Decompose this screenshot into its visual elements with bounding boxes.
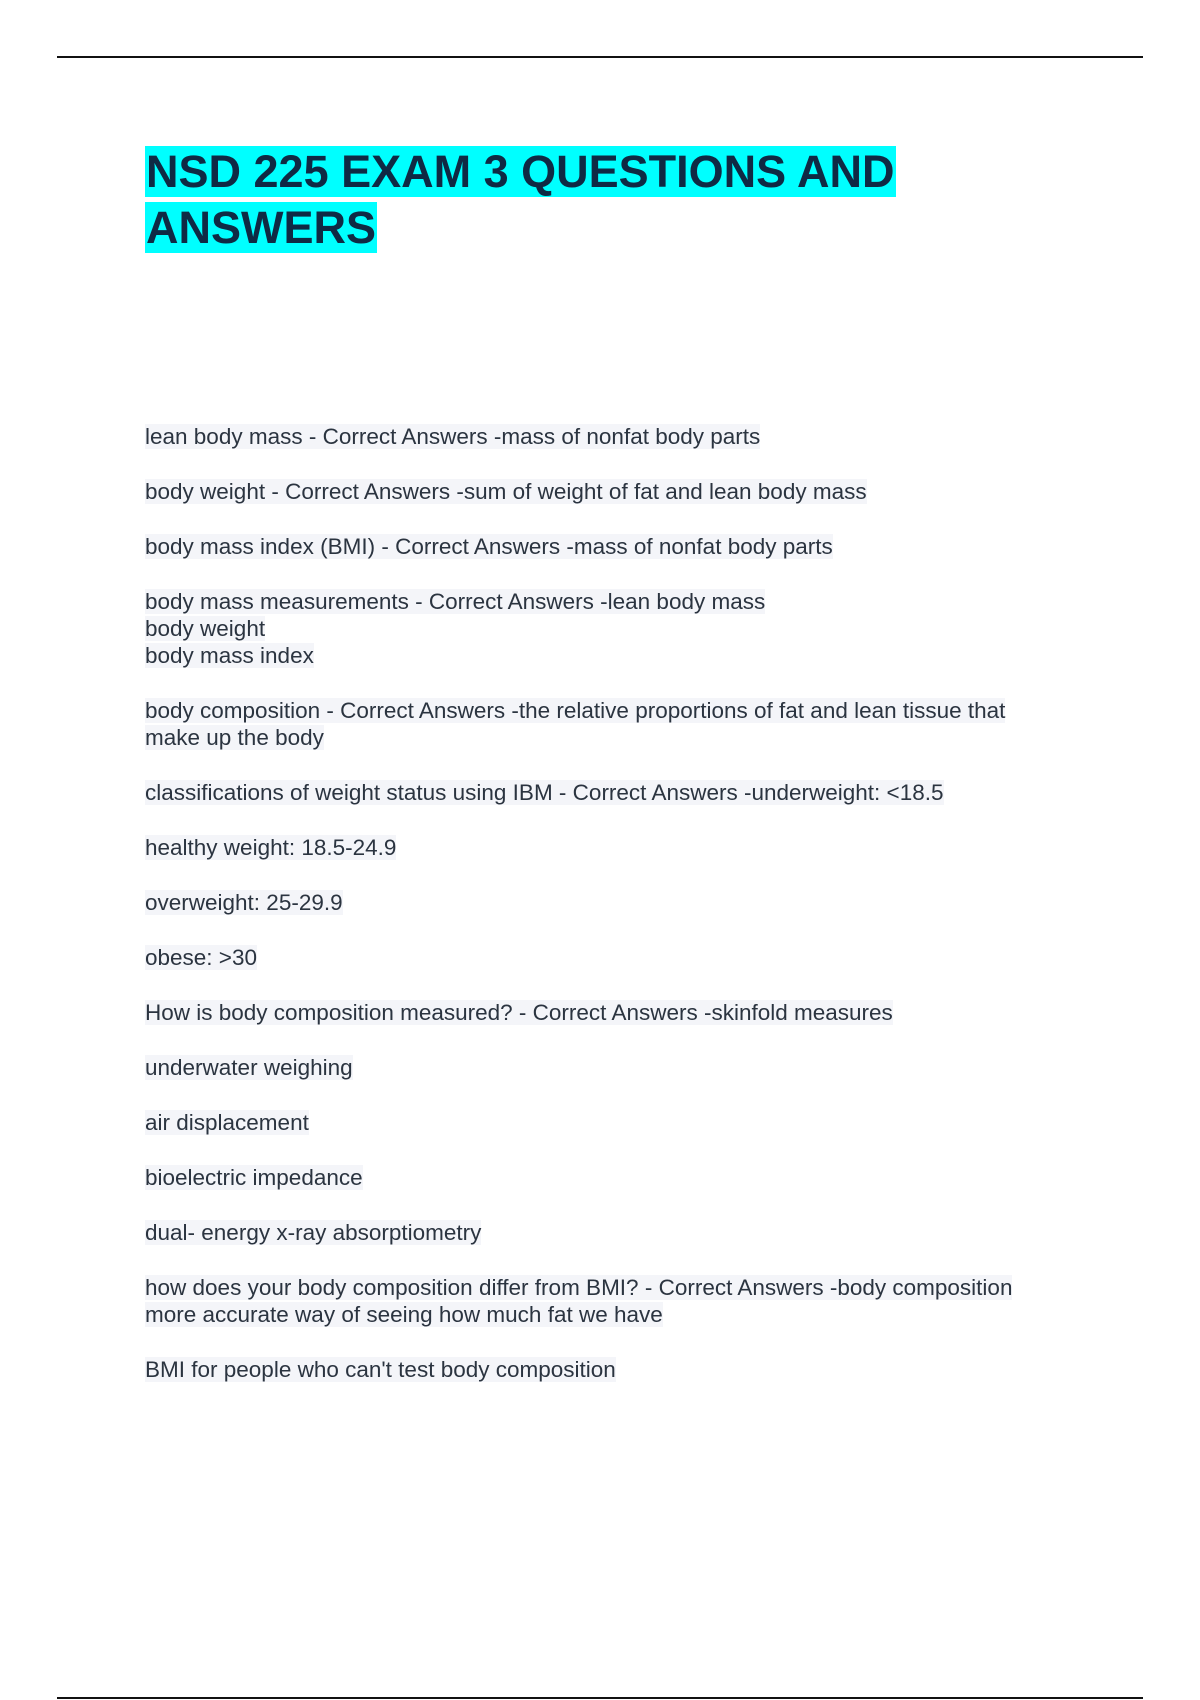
text-line: dual- energy x-ray absorptiometry	[145, 1220, 482, 1245]
top-rule	[57, 56, 1143, 58]
text-line: how does your body composition differ from BMI? - Correct Answers -body composition	[145, 1275, 1013, 1300]
text-line: make up the body	[145, 725, 324, 750]
qa-item	[145, 588, 1090, 669]
text-line: overweight: 25-29.9	[145, 890, 343, 915]
bottom-rule	[57, 1697, 1143, 1699]
text-line: body weight - Correct Answers -sum of weight of fat and lean body mass	[145, 479, 867, 504]
text-line: classifications of weight status using IBM - Correct Answers -underweight: <18.5	[145, 780, 944, 805]
qa-item	[145, 1164, 1090, 1191]
text-line: lean body mass - Correct Answers -mass of nonfat body parts	[145, 424, 761, 449]
qa-item	[145, 779, 1090, 806]
text-line: body composition - Correct Answers -the relative proportions of fat and lean tissue that	[145, 698, 1006, 723]
text-line: underwater weighing	[145, 1055, 353, 1080]
title-line: NSD 225 EXAM 3 QUESTIONS AND	[146, 146, 895, 197]
qa-item	[145, 478, 1090, 505]
text-line: bioelectric impedance	[145, 1165, 363, 1190]
qa-item	[145, 999, 1090, 1026]
qa-item	[145, 533, 1090, 560]
qa-item	[145, 1054, 1090, 1081]
text-line: body mass index	[145, 643, 314, 668]
text-line: body mass measurements - Correct Answers -lean body mass	[145, 589, 766, 614]
qa-item	[145, 423, 1090, 450]
qa-item	[145, 944, 1090, 971]
text-line: obese: >30	[145, 945, 257, 970]
qa-item	[145, 1356, 1090, 1383]
qa-content	[145, 423, 1090, 1411]
page-title	[145, 144, 1045, 256]
text-line: body mass index (BMI) - Correct Answers -mass of nonfat body parts	[145, 534, 833, 559]
text-line: How is body composition measured? - Correct Answers -skinfold measures	[145, 1000, 893, 1025]
qa-item	[145, 1109, 1090, 1136]
text-line: BMI for people who can't test body composition	[145, 1357, 616, 1382]
qa-item	[145, 1274, 1090, 1328]
text-line: healthy weight: 18.5-24.9	[145, 835, 397, 860]
qa-item	[145, 834, 1090, 861]
title-line: ANSWERS	[146, 202, 377, 253]
text-line: body weight	[145, 616, 266, 641]
qa-item	[145, 889, 1090, 916]
qa-item	[145, 697, 1090, 751]
text-line: more accurate way of seeing how much fat we have	[145, 1302, 663, 1327]
text-line: air displacement	[145, 1110, 309, 1135]
qa-item	[145, 1219, 1090, 1246]
